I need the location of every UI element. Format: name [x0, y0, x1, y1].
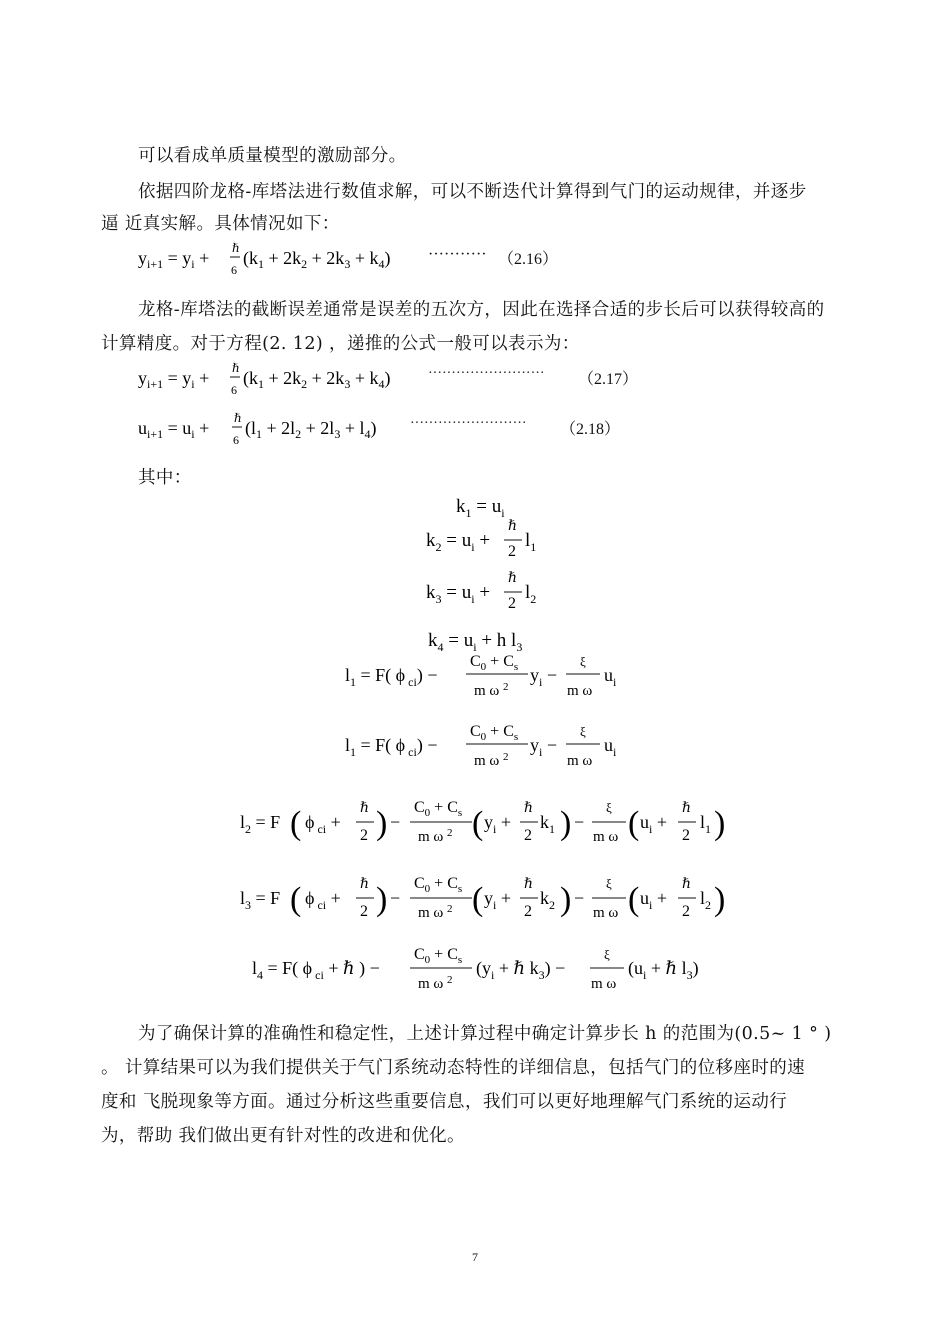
svg-text:(: (: [628, 881, 640, 918]
svg-text:yi −: $y_i$ −: [530, 665, 557, 689]
svg-text:C0 + Cs: $C_0 + C_s$: [470, 723, 519, 743]
equation-2-16: [138, 240, 658, 285]
paragraph-conclusion-line1: 为了确保计算的准确性和稳定性，上述计算过程中确定计算步长 h 的范围为(0.5~ 1 ° ): [138, 1024, 832, 1044]
svg-text:C0 + Cs: $C_0 + C_s$: [414, 875, 463, 895]
svg-text:l2 = F: $l_2 = F$: [240, 812, 281, 836]
equation-2-16-leader: ···········: [428, 246, 487, 263]
svg-text:m ω: m ω: [567, 753, 593, 769]
equation-l3: [240, 875, 725, 921]
svg-text:l1 = F( ϕ ci) −: $l_1 = F$( ϕ $_{ci}$) −: [345, 735, 438, 759]
paragraph-conclusion-line2: 。 计算结果可以为我们提供关于气门系统动态特性的详细信息，包括气门的位移座时的速: [101, 1058, 806, 1078]
svg-text:−: −: [390, 812, 401, 832]
svg-text:ℏ: ℏ: [360, 801, 370, 816]
equation-l4: [252, 946, 699, 992]
paragraph-excitation: 可以看成单质量模型的激励部分。: [138, 146, 407, 166]
equation-l1-a: [345, 653, 617, 699]
paragraph-rk4-intro-line1: 依据四阶龙格-库塔法进行数值求解，可以不断迭代计算得到气门的运动规律，并逐步: [138, 182, 807, 202]
svg-text:(: (: [472, 805, 484, 842]
svg-text:): ): [714, 881, 726, 918]
equation-k1: [456, 496, 505, 520]
svg-text:yi −: $y_i$ −: [530, 735, 557, 759]
svg-text:ui: $u_i$: [604, 735, 617, 759]
l-equations: [0, 648, 950, 998]
svg-text:l1 = F( ϕ ci) −: $l_1 = F$( ϕ $_{ci}$) −: [345, 665, 438, 689]
paragraph-conclusion-line4: 为，帮助 我们做出更有针对性的改进和优化。: [101, 1126, 465, 1146]
svg-text:m ω: m ω: [593, 829, 619, 845]
equation-l1-b: [345, 723, 617, 769]
svg-text:ui +: $u_i$ +: [640, 812, 667, 836]
svg-text:ℏ: ℏ: [232, 361, 240, 375]
svg-text:ϕ ci +: ϕ $_{ci}$ +: [305, 888, 341, 912]
svg-text:m ω 2: m ω $^2$: [418, 903, 453, 921]
svg-text:yi+1 = yi +: $y_{i+1} = y_i$ +: [138, 248, 210, 271]
svg-text:2: 2: [360, 903, 368, 920]
svg-text:(yi + ℏ k3) −: ($y_i$ + ℏ $k_3$) −: [476, 958, 566, 982]
svg-text:2: 2: [682, 827, 690, 844]
equation-2-18-label: （2.18）: [560, 421, 621, 438]
svg-text:(: (: [628, 805, 640, 842]
svg-text:(k1 + 2k2 + 2k3 + k4): $(k_1 + 2k_2 + 2k_3 + k_4)$: [243, 368, 391, 391]
equation-2-17-leader: ·························: [428, 366, 545, 381]
svg-text:2: 2: [508, 595, 516, 612]
svg-text:C0 + Cs: $C_0 + C_s$: [470, 653, 519, 673]
svg-text:ℏ: ℏ: [682, 877, 692, 892]
svg-text:−: −: [390, 888, 401, 908]
svg-text:m ω 2: m ω $^2$: [418, 974, 453, 992]
svg-text:m ω 2: m ω $^2$: [474, 681, 509, 699]
svg-text:ui+1 = ui +: $u_{i+1} = u_i$ +: [138, 418, 210, 441]
svg-text:ℏ: ℏ: [232, 241, 240, 255]
svg-text:(l1 + 2l2 + 2l3 + l4): $(l_1 + 2l_2 + 2l_3 + l_4)$: [245, 418, 377, 441]
svg-text:k1 = ui: $k_1 = u_i$: [456, 496, 505, 520]
svg-text:2: 2: [360, 827, 368, 844]
svg-text:): ): [714, 805, 726, 842]
svg-text:ℏ: ℏ: [508, 571, 518, 586]
paragraph-where: 其中：: [138, 468, 192, 488]
svg-text:ℏ: ℏ: [524, 801, 534, 816]
equation-l2: [240, 799, 725, 845]
svg-text:m ω: m ω: [591, 976, 617, 992]
equation-2-17-label: （2.17）: [578, 371, 639, 388]
svg-text:l1: $l_1$: [525, 530, 537, 554]
svg-text:): ): [560, 805, 572, 842]
svg-text:ℏ: ℏ: [524, 877, 534, 892]
svg-text:ℏ: ℏ: [360, 877, 370, 892]
svg-text:ℏ: ℏ: [234, 411, 242, 425]
svg-text:ξ: ξ: [580, 654, 586, 669]
svg-text:l2: $l_2$: [525, 582, 537, 606]
equation-2-18-leader: ·························: [410, 416, 527, 431]
svg-text:2: 2: [682, 903, 690, 920]
svg-text:(: (: [290, 805, 302, 842]
paragraph-truncation-line1: 龙格-库塔法的截断误差通常是误差的五次方，因此在选择合适的步长后可以获得较高的: [138, 300, 825, 320]
svg-text:): ): [376, 805, 388, 842]
svg-text:(ui + ℏ l3): ($u_i$ + ℏ $l_3$): [628, 958, 699, 982]
svg-text:l4 = F( ϕ ci + ℏ ) −: $l_4 = F$( ϕ $_{ci}$ + ℏ ) −: [252, 958, 380, 982]
svg-text:6: 6: [233, 433, 239, 447]
svg-text:(k1 + 2k2 + 2k3 + k4): $(k_1 + 2k_2 + 2k_3 + k_4)$: [243, 248, 391, 271]
svg-text:2: 2: [524, 827, 532, 844]
svg-text:ξ: ξ: [604, 947, 610, 962]
svg-text:ℏ: ℏ: [508, 519, 518, 534]
svg-text:m ω: m ω: [593, 905, 619, 921]
svg-text:): ): [376, 881, 388, 918]
paragraph-rk4-intro-line2: 逼 近真实解。具体情况如下：: [101, 214, 340, 234]
svg-text:ui: $u_i$: [604, 665, 617, 689]
svg-text:): ): [560, 881, 572, 918]
svg-text:ℏ: ℏ: [682, 801, 692, 816]
svg-text:−: −: [574, 888, 585, 908]
svg-text:l1: $l_1$: [700, 812, 712, 836]
svg-text:−: −: [574, 812, 585, 832]
svg-text:yi+1 = yi +: $y_{i+1} = y_i$ +: [138, 368, 210, 391]
equation-2-18: [138, 410, 658, 455]
svg-text:k3 = ui +: $k_3 = u_i$ +: [426, 582, 491, 606]
svg-text:C0 + Cs: $C_0 + C_s$: [414, 946, 463, 966]
k-equations: [0, 490, 950, 660]
svg-text:ξ: ξ: [606, 800, 612, 815]
svg-text:yi +: $y_i$ +: [484, 888, 511, 912]
svg-text:2: 2: [524, 903, 532, 920]
equation-2-17: [138, 360, 658, 405]
svg-text:m ω: m ω: [567, 683, 593, 699]
svg-text:k2: $k_2$: [540, 888, 555, 912]
page-number: 7: [472, 1250, 478, 1264]
svg-text:ξ: ξ: [580, 724, 586, 739]
svg-text:ui +: $u_i$ +: [640, 888, 667, 912]
equation-k3: [426, 571, 536, 612]
svg-text:ϕ ci +: ϕ $_{ci}$ +: [305, 812, 341, 836]
svg-text:l2: $l_2$: [700, 888, 712, 912]
svg-text:l3 = F: $l_3 = F$: [240, 888, 281, 912]
svg-text:m ω 2: m ω $^2$: [474, 751, 509, 769]
paragraph-truncation-line2: 计算精度。对于方程(2. 12) ，递推的公式一般可以表示为：: [101, 334, 580, 354]
equation-2-16-label: （2.16）: [498, 251, 559, 268]
equation-2-16-formula: [138, 240, 658, 280]
paragraph-conclusion-line3: 度和 飞脱现象等方面。通过分析这些重要信息，我们可以更好地理解气门系统的运动行: [101, 1092, 788, 1112]
svg-text:k1: $k_1$: [540, 812, 555, 836]
svg-text:6: 6: [231, 263, 237, 277]
svg-text:C0 + Cs: $C_0 + C_s$: [414, 799, 463, 819]
svg-text:6: 6: [231, 383, 237, 397]
svg-text:(: (: [472, 881, 484, 918]
svg-text:m ω 2: m ω $^2$: [418, 827, 453, 845]
svg-text:k4 = ui + h l3: $k_4 = u_i + h$ $l_3$: [428, 630, 523, 654]
equation-k2: [426, 519, 536, 560]
svg-text:(: (: [290, 881, 302, 918]
svg-text:ξ: ξ: [606, 876, 612, 891]
svg-text:2: 2: [508, 543, 516, 560]
svg-text:yi +: $y_i$ +: [484, 812, 511, 836]
svg-text:k2 = ui +: $k_2 = u_i$ +: [426, 530, 491, 554]
